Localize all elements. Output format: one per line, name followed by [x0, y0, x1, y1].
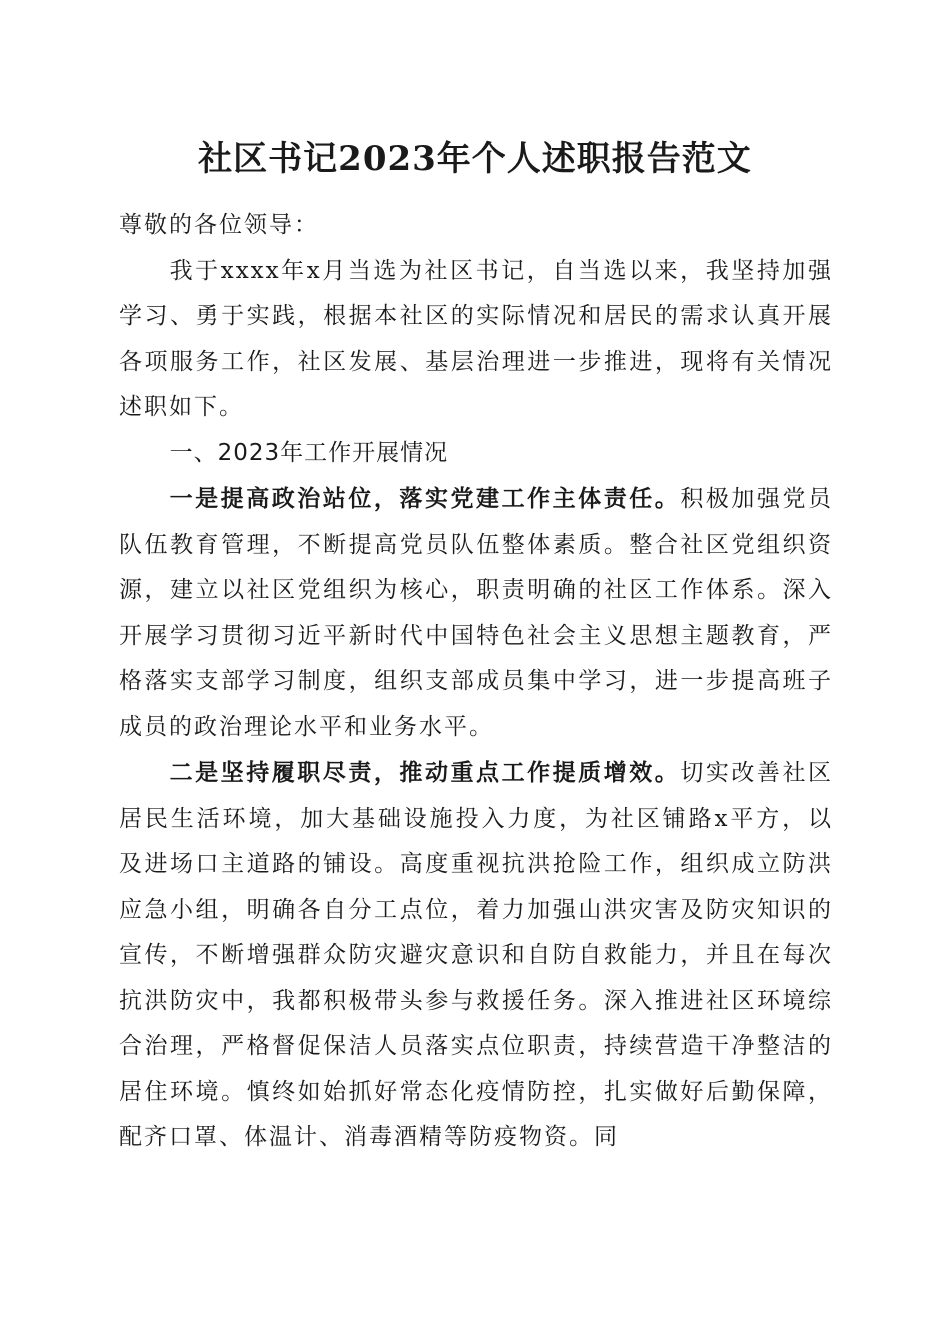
salutation: 尊敬的各位领导：: [119, 212, 319, 238]
paragraph-1: [119, 476, 833, 750]
section-heading: 一、2023年工作开展情况: [169, 439, 449, 466]
document-title: 社区书记2023年个人述职报告范文: [198, 139, 752, 179]
paragraph-1-body: 积极加强党员队伍教育管理，不断提高党员队伍整体素质。整合社区党组织资源，建立以社区党组织为核心，职责明确的社区工作体系。深入开展学习贯彻习近平新时代中国特色社会主义思想主题教育，严格落实支部学习制度，组织支部成员集中学习，进一步提高班子成员的政治理论水平和业务水平。: [119, 486, 834, 740]
paragraph-2-lead: 二是坚持履职尽责，推动重点工作提质增效。: [169, 759, 681, 786]
paragraph-1-lead: 一是提高政治站位，落实党建工作主体责任。: [169, 485, 681, 512]
paragraph-2: [119, 750, 833, 1161]
intro-paragraph: 我于xxxx年x月当选为社区书记，自当选以来，我坚持加强学习、勇于实践，根据本社区的实际情况和居民的需求认真开展各项服务工作，社区发展、基层治理进一步推进，现将有关情况述职如下。: [119, 257, 833, 420]
paragraph-2-body: 切实改善社区居民生活环境，加大基础设施投入力度，为社区铺路x平方，以及进场口主道路的铺设。高度重视抗洪抢险工作，组织成立防洪应急小组，明确各自分工点位，着力加强山洪灾害及防灾知识的宣传，不断增强群众防灾避灾意识和自防自救能力，并且在每次抗洪防灾中，我都积极带头参与救援任务。深入推进社区环境综合治理，严格督促保洁人员落实点位职责，持续营造干净整洁的居住环境。慎终如始抓好常态化疫情防控，扎实做好后勤保障，配齐口罩、体温计、消毒酒精等防疫物资。同: [119, 760, 834, 1150]
document-body: [119, 203, 833, 1161]
